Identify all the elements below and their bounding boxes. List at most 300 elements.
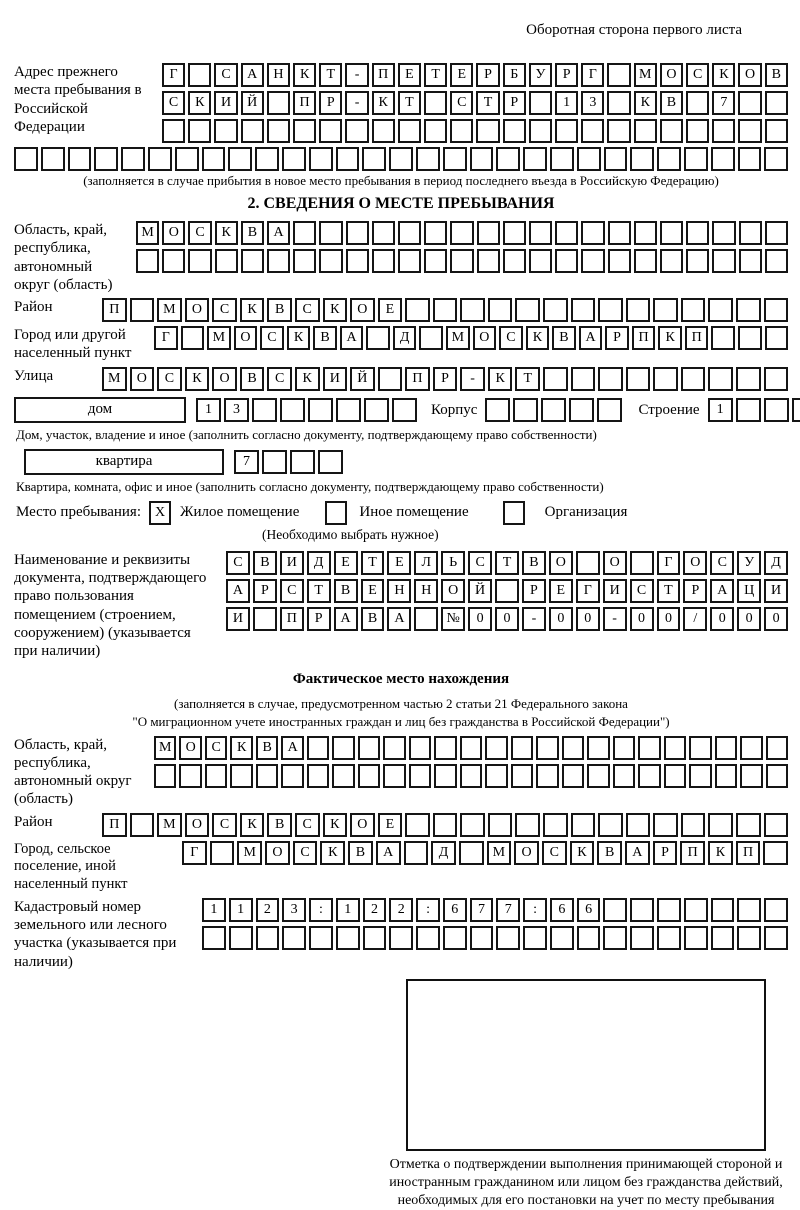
char-cell[interactable]: Д: [307, 551, 331, 575]
char-cell[interactable]: [653, 813, 678, 837]
char-cell[interactable]: С: [293, 841, 318, 865]
char-cell[interactable]: 3: [282, 898, 306, 922]
char-cell[interactable]: С: [542, 841, 567, 865]
char-cell[interactable]: [581, 249, 604, 273]
char-cell[interactable]: 0: [710, 607, 734, 631]
char-cell[interactable]: [657, 926, 681, 950]
char-cell[interactable]: [764, 398, 789, 422]
char-cell[interactable]: [608, 249, 631, 273]
char-cell[interactable]: [267, 249, 290, 273]
char-cell[interactable]: [450, 119, 473, 143]
char-cell[interactable]: И: [603, 579, 627, 603]
char-cell[interactable]: [587, 764, 609, 788]
char-cell[interactable]: М: [634, 63, 657, 87]
char-cell[interactable]: [336, 398, 361, 422]
char-cell[interactable]: С: [295, 813, 320, 837]
char-cell[interactable]: [681, 367, 706, 391]
char-cell[interactable]: [148, 147, 172, 171]
char-cell[interactable]: [684, 898, 708, 922]
char-cell[interactable]: Р: [503, 91, 526, 115]
char-cell[interactable]: [332, 764, 354, 788]
char-cell[interactable]: П: [736, 841, 761, 865]
char-cell[interactable]: [626, 367, 651, 391]
char-cell[interactable]: С: [280, 579, 304, 603]
char-cell[interactable]: [443, 147, 467, 171]
char-cell[interactable]: [477, 249, 500, 273]
char-cell[interactable]: 2: [363, 898, 387, 922]
char-cell[interactable]: К: [570, 841, 595, 865]
stamp-box[interactable]: [406, 979, 766, 1151]
char-cell[interactable]: 1: [555, 91, 578, 115]
char-row[interactable]: [154, 736, 788, 760]
char-cell[interactable]: [657, 898, 681, 922]
char-cell[interactable]: Г: [154, 326, 178, 350]
char-cell[interactable]: [664, 736, 686, 760]
char-cell[interactable]: [653, 367, 678, 391]
char-cell[interactable]: [765, 326, 789, 350]
char-cell[interactable]: П: [405, 367, 430, 391]
char-cell[interactable]: [424, 91, 447, 115]
char-cell[interactable]: Е: [549, 579, 573, 603]
char-cell[interactable]: [364, 398, 389, 422]
char-cell[interactable]: О: [660, 63, 683, 87]
char-cell[interactable]: А: [226, 579, 250, 603]
char-cell[interactable]: [293, 249, 316, 273]
char-cell[interactable]: [130, 298, 155, 322]
char-cell[interactable]: [256, 764, 278, 788]
char-cell[interactable]: А: [334, 607, 358, 631]
char-cell[interactable]: [281, 764, 303, 788]
char-cell[interactable]: [332, 736, 354, 760]
char-cell[interactable]: [162, 249, 185, 273]
char-cell[interactable]: [267, 91, 290, 115]
char-cell[interactable]: [581, 221, 604, 245]
checkbox-other-premise[interactable]: [325, 501, 347, 525]
char-cell[interactable]: [495, 579, 519, 603]
char-cell[interactable]: И: [226, 607, 250, 631]
char-cell[interactable]: К: [323, 813, 348, 837]
char-cell[interactable]: Е: [378, 813, 403, 837]
char-cell[interactable]: [262, 450, 287, 474]
char-cell[interactable]: [529, 221, 552, 245]
char-cell[interactable]: С: [226, 551, 250, 575]
char-cell[interactable]: [319, 221, 342, 245]
char-cell[interactable]: [555, 221, 578, 245]
char-cell[interactable]: Ц: [737, 579, 761, 603]
char-row[interactable]: [202, 898, 788, 922]
char-cell[interactable]: В: [313, 326, 337, 350]
char-cell[interactable]: [162, 119, 185, 143]
char-cell[interactable]: [764, 813, 789, 837]
char-cell[interactable]: У: [529, 63, 552, 87]
char-cell[interactable]: [711, 147, 735, 171]
house-number-cells[interactable]: [196, 398, 417, 422]
char-cell[interactable]: 1: [196, 398, 221, 422]
char-cell[interactable]: В: [256, 736, 278, 760]
char-row[interactable]: [226, 579, 788, 603]
char-cell[interactable]: [555, 119, 578, 143]
char-cell[interactable]: [188, 249, 211, 273]
char-cell[interactable]: [252, 398, 277, 422]
char-cell[interactable]: В: [597, 841, 622, 865]
char-cell[interactable]: [515, 298, 540, 322]
char-cell[interactable]: [597, 398, 622, 422]
char-cell[interactable]: К: [240, 298, 265, 322]
char-cell[interactable]: С: [188, 221, 211, 245]
char-cell[interactable]: К: [634, 91, 657, 115]
char-row[interactable]: [102, 813, 788, 837]
char-cell[interactable]: О: [212, 367, 237, 391]
char-cell[interactable]: О: [162, 221, 185, 245]
char-cell[interactable]: В: [660, 91, 683, 115]
char-cell[interactable]: Р: [522, 579, 546, 603]
char-cell[interactable]: [319, 119, 342, 143]
char-cell[interactable]: [414, 607, 438, 631]
char-cell[interactable]: [253, 607, 277, 631]
char-cell[interactable]: Н: [267, 63, 290, 87]
char-cell[interactable]: [229, 926, 253, 950]
char-cell[interactable]: [708, 813, 733, 837]
char-cell[interactable]: [764, 298, 789, 322]
char-cell[interactable]: [319, 249, 342, 273]
char-cell[interactable]: С: [260, 326, 284, 350]
stroenie-cells[interactable]: [708, 398, 800, 422]
char-cell[interactable]: [336, 147, 360, 171]
char-cell[interactable]: [470, 147, 494, 171]
char-cell[interactable]: [460, 736, 482, 760]
char-cell[interactable]: Н: [414, 579, 438, 603]
char-cell[interactable]: [488, 813, 513, 837]
char-cell[interactable]: [293, 119, 316, 143]
char-cell[interactable]: [366, 326, 390, 350]
char-cell[interactable]: В: [348, 841, 373, 865]
char-cell[interactable]: [543, 813, 568, 837]
char-row[interactable]: [136, 221, 788, 245]
char-cell[interactable]: [450, 221, 473, 245]
char-cell[interactable]: К: [293, 63, 316, 87]
char-cell[interactable]: [598, 298, 623, 322]
char-cell[interactable]: [664, 764, 686, 788]
char-cell[interactable]: [336, 926, 360, 950]
char-cell[interactable]: [419, 326, 443, 350]
char-cell[interactable]: 0: [657, 607, 681, 631]
char-cell[interactable]: 7: [496, 898, 520, 922]
char-cell[interactable]: [613, 764, 635, 788]
char-cell[interactable]: [136, 249, 159, 273]
char-cell[interactable]: [405, 298, 430, 322]
char-cell[interactable]: [576, 551, 600, 575]
char-cell[interactable]: [130, 813, 155, 837]
char-cell[interactable]: [470, 926, 494, 950]
char-cell[interactable]: [293, 221, 316, 245]
char-cell[interactable]: [737, 898, 761, 922]
char-cell[interactable]: Б: [503, 63, 526, 87]
char-cell[interactable]: О: [603, 551, 627, 575]
char-cell[interactable]: [571, 813, 596, 837]
char-cell[interactable]: О: [441, 579, 465, 603]
char-cell[interactable]: С: [214, 63, 237, 87]
char-cell[interactable]: [383, 736, 405, 760]
char-cell[interactable]: [485, 398, 510, 422]
char-cell[interactable]: К: [488, 367, 513, 391]
char-cell[interactable]: 0: [737, 607, 761, 631]
char-cell[interactable]: [14, 147, 38, 171]
char-cell[interactable]: [459, 841, 484, 865]
char-cell[interactable]: №: [441, 607, 465, 631]
char-cell[interactable]: [358, 764, 380, 788]
char-cell[interactable]: [689, 764, 711, 788]
char-cell[interactable]: [529, 119, 552, 143]
char-cell[interactable]: С: [499, 326, 523, 350]
char-cell[interactable]: [740, 764, 762, 788]
char-cell[interactable]: 2: [256, 898, 280, 922]
char-cell[interactable]: О: [185, 813, 210, 837]
char-cell[interactable]: В: [241, 221, 264, 245]
char-cell[interactable]: 6: [443, 898, 467, 922]
char-cell[interactable]: [450, 249, 473, 273]
char-cell[interactable]: [308, 398, 333, 422]
char-cell[interactable]: А: [267, 221, 290, 245]
char-cell[interactable]: [766, 736, 788, 760]
char-cell[interactable]: Т: [398, 91, 421, 115]
char-cell[interactable]: Р: [307, 607, 331, 631]
char-cell[interactable]: [686, 119, 709, 143]
char-cell[interactable]: Г: [182, 841, 207, 865]
char-cell[interactable]: [389, 147, 413, 171]
char-cell[interactable]: 3: [581, 91, 604, 115]
char-cell[interactable]: [626, 813, 651, 837]
char-cell[interactable]: [736, 298, 761, 322]
char-cell[interactable]: [684, 147, 708, 171]
char-cell[interactable]: Г: [162, 63, 185, 87]
char-cell[interactable]: [684, 926, 708, 950]
char-cell[interactable]: [529, 91, 552, 115]
char-cell[interactable]: [765, 119, 788, 143]
char-cell[interactable]: [68, 147, 92, 171]
char-cell[interactable]: [358, 736, 380, 760]
char-cell[interactable]: 0: [576, 607, 600, 631]
char-cell[interactable]: 1: [202, 898, 226, 922]
char-cell[interactable]: [536, 764, 558, 788]
char-cell[interactable]: [764, 898, 788, 922]
char-cell[interactable]: [424, 119, 447, 143]
char-cell[interactable]: М: [237, 841, 262, 865]
char-cell[interactable]: П: [102, 298, 127, 322]
char-cell[interactable]: Т: [361, 551, 385, 575]
char-cell[interactable]: -: [603, 607, 627, 631]
char-row[interactable]: [162, 63, 788, 87]
char-cell[interactable]: 1: [708, 398, 733, 422]
char-cell[interactable]: С: [450, 91, 473, 115]
char-cell[interactable]: К: [185, 367, 210, 391]
char-cell[interactable]: Г: [581, 63, 604, 87]
char-cell[interactable]: [607, 119, 630, 143]
char-cell[interactable]: [603, 926, 627, 950]
char-cell[interactable]: В: [267, 298, 292, 322]
char-cell[interactable]: С: [205, 736, 227, 760]
char-cell[interactable]: [626, 298, 651, 322]
char-cell[interactable]: [363, 926, 387, 950]
char-cell[interactable]: А: [340, 326, 364, 350]
char-cell[interactable]: [653, 298, 678, 322]
char-row[interactable]: [136, 249, 788, 273]
char-cell[interactable]: [536, 736, 558, 760]
char-cell[interactable]: [488, 298, 513, 322]
char-cell[interactable]: [638, 764, 660, 788]
char-cell[interactable]: [485, 764, 507, 788]
char-cell[interactable]: [398, 221, 421, 245]
char-cell[interactable]: [230, 764, 252, 788]
char-cell[interactable]: [523, 147, 547, 171]
char-cell[interactable]: [485, 736, 507, 760]
char-cell[interactable]: [607, 91, 630, 115]
char-cell[interactable]: [571, 298, 596, 322]
char-cell[interactable]: К: [372, 91, 395, 115]
char-cell[interactable]: [513, 398, 538, 422]
char-cell[interactable]: [362, 147, 386, 171]
char-cell[interactable]: О: [130, 367, 155, 391]
char-cell[interactable]: Т: [476, 91, 499, 115]
char-cell[interactable]: В: [765, 63, 788, 87]
char-cell[interactable]: [598, 367, 623, 391]
char-cell[interactable]: [571, 367, 596, 391]
char-cell[interactable]: [681, 813, 706, 837]
char-cell[interactable]: Р: [605, 326, 629, 350]
char-cell[interactable]: П: [280, 607, 304, 631]
char-cell[interactable]: О: [350, 813, 375, 837]
char-cell[interactable]: [496, 147, 520, 171]
char-cell[interactable]: [309, 926, 333, 950]
char-cell[interactable]: [41, 147, 65, 171]
char-cell[interactable]: А: [241, 63, 264, 87]
char-cell[interactable]: Е: [387, 551, 411, 575]
char-cell[interactable]: [460, 813, 485, 837]
char-cell[interactable]: М: [446, 326, 470, 350]
char-cell[interactable]: [372, 119, 395, 143]
char-cell[interactable]: [543, 298, 568, 322]
char-cell[interactable]: И: [323, 367, 348, 391]
char-cell[interactable]: Т: [319, 63, 342, 87]
char-cell[interactable]: С: [630, 579, 654, 603]
char-cell[interactable]: [307, 764, 329, 788]
checkbox-organization[interactable]: [503, 501, 525, 525]
char-cell[interactable]: [630, 926, 654, 950]
char-cell[interactable]: [443, 926, 467, 950]
char-cell[interactable]: [555, 249, 578, 273]
char-cell[interactable]: О: [683, 551, 707, 575]
char-cell[interactable]: [607, 63, 630, 87]
char-cell[interactable]: С: [162, 91, 185, 115]
char-cell[interactable]: [529, 249, 552, 273]
char-cell[interactable]: К: [240, 813, 265, 837]
char-cell[interactable]: Л: [414, 551, 438, 575]
char-cell[interactable]: [282, 147, 306, 171]
char-row[interactable]: [226, 607, 788, 631]
char-cell[interactable]: П: [632, 326, 656, 350]
char-cell[interactable]: [383, 764, 405, 788]
char-cell[interactable]: [737, 926, 761, 950]
char-cell[interactable]: [523, 926, 547, 950]
char-cell[interactable]: [689, 736, 711, 760]
char-cell[interactable]: В: [522, 551, 546, 575]
char-cell[interactable]: [409, 764, 431, 788]
char-cell[interactable]: Р: [319, 91, 342, 115]
char-cell[interactable]: [660, 119, 683, 143]
char-cell[interactable]: [577, 147, 601, 171]
char-cell[interactable]: [205, 764, 227, 788]
char-cell[interactable]: С: [267, 367, 292, 391]
char-cell[interactable]: [708, 298, 733, 322]
char-cell[interactable]: :: [523, 898, 547, 922]
char-cell[interactable]: [416, 147, 440, 171]
char-cell[interactable]: 0: [468, 607, 492, 631]
char-row[interactable]: [154, 764, 788, 788]
char-cell[interactable]: [404, 841, 429, 865]
char-cell[interactable]: [763, 841, 788, 865]
char-cell[interactable]: Е: [361, 579, 385, 603]
char-cell[interactable]: [255, 147, 279, 171]
char-cell[interactable]: С: [212, 813, 237, 837]
checkbox-residential[interactable]: X: [149, 501, 171, 525]
char-cell[interactable]: [711, 926, 735, 950]
char-cell[interactable]: 0: [630, 607, 654, 631]
char-cell[interactable]: [282, 926, 306, 950]
char-cell[interactable]: А: [579, 326, 603, 350]
prev-address-overflow-row[interactable]: [14, 147, 788, 171]
char-cell[interactable]: Т: [657, 579, 681, 603]
char-cell[interactable]: К: [230, 736, 252, 760]
char-cell[interactable]: [587, 736, 609, 760]
char-cell[interactable]: [764, 147, 788, 171]
char-cell[interactable]: [477, 221, 500, 245]
char-cell[interactable]: П: [680, 841, 705, 865]
char-cell[interactable]: [228, 147, 252, 171]
char-cell[interactable]: П: [372, 63, 395, 87]
char-cell[interactable]: /: [683, 607, 707, 631]
char-cell[interactable]: А: [376, 841, 401, 865]
char-cell[interactable]: О: [265, 841, 290, 865]
char-cell[interactable]: Г: [576, 579, 600, 603]
char-cell[interactable]: В: [552, 326, 576, 350]
char-row[interactable]: [102, 367, 788, 391]
char-cell[interactable]: 0: [764, 607, 788, 631]
char-cell[interactable]: [188, 119, 211, 143]
char-cell[interactable]: [550, 926, 574, 950]
char-cell[interactable]: [736, 813, 761, 837]
char-cell[interactable]: [188, 63, 211, 87]
apartment-cells[interactable]: [234, 450, 343, 474]
char-cell[interactable]: [766, 764, 788, 788]
char-row[interactable]: [154, 326, 788, 350]
char-cell[interactable]: [503, 221, 526, 245]
char-cell[interactable]: К: [323, 298, 348, 322]
char-cell[interactable]: О: [473, 326, 497, 350]
char-cell[interactable]: [511, 764, 533, 788]
char-cell[interactable]: 6: [577, 898, 601, 922]
char-cell[interactable]: 1: [336, 898, 360, 922]
char-cell[interactable]: [476, 119, 499, 143]
char-cell[interactable]: [409, 736, 431, 760]
char-cell[interactable]: [738, 147, 762, 171]
char-cell[interactable]: В: [240, 367, 265, 391]
char-cell[interactable]: [738, 91, 761, 115]
char-cell[interactable]: Д: [393, 326, 417, 350]
char-cell[interactable]: 3: [224, 398, 249, 422]
char-cell[interactable]: Т: [424, 63, 447, 87]
char-cell[interactable]: [175, 147, 199, 171]
char-cell[interactable]: [398, 119, 421, 143]
char-cell[interactable]: [318, 450, 343, 474]
